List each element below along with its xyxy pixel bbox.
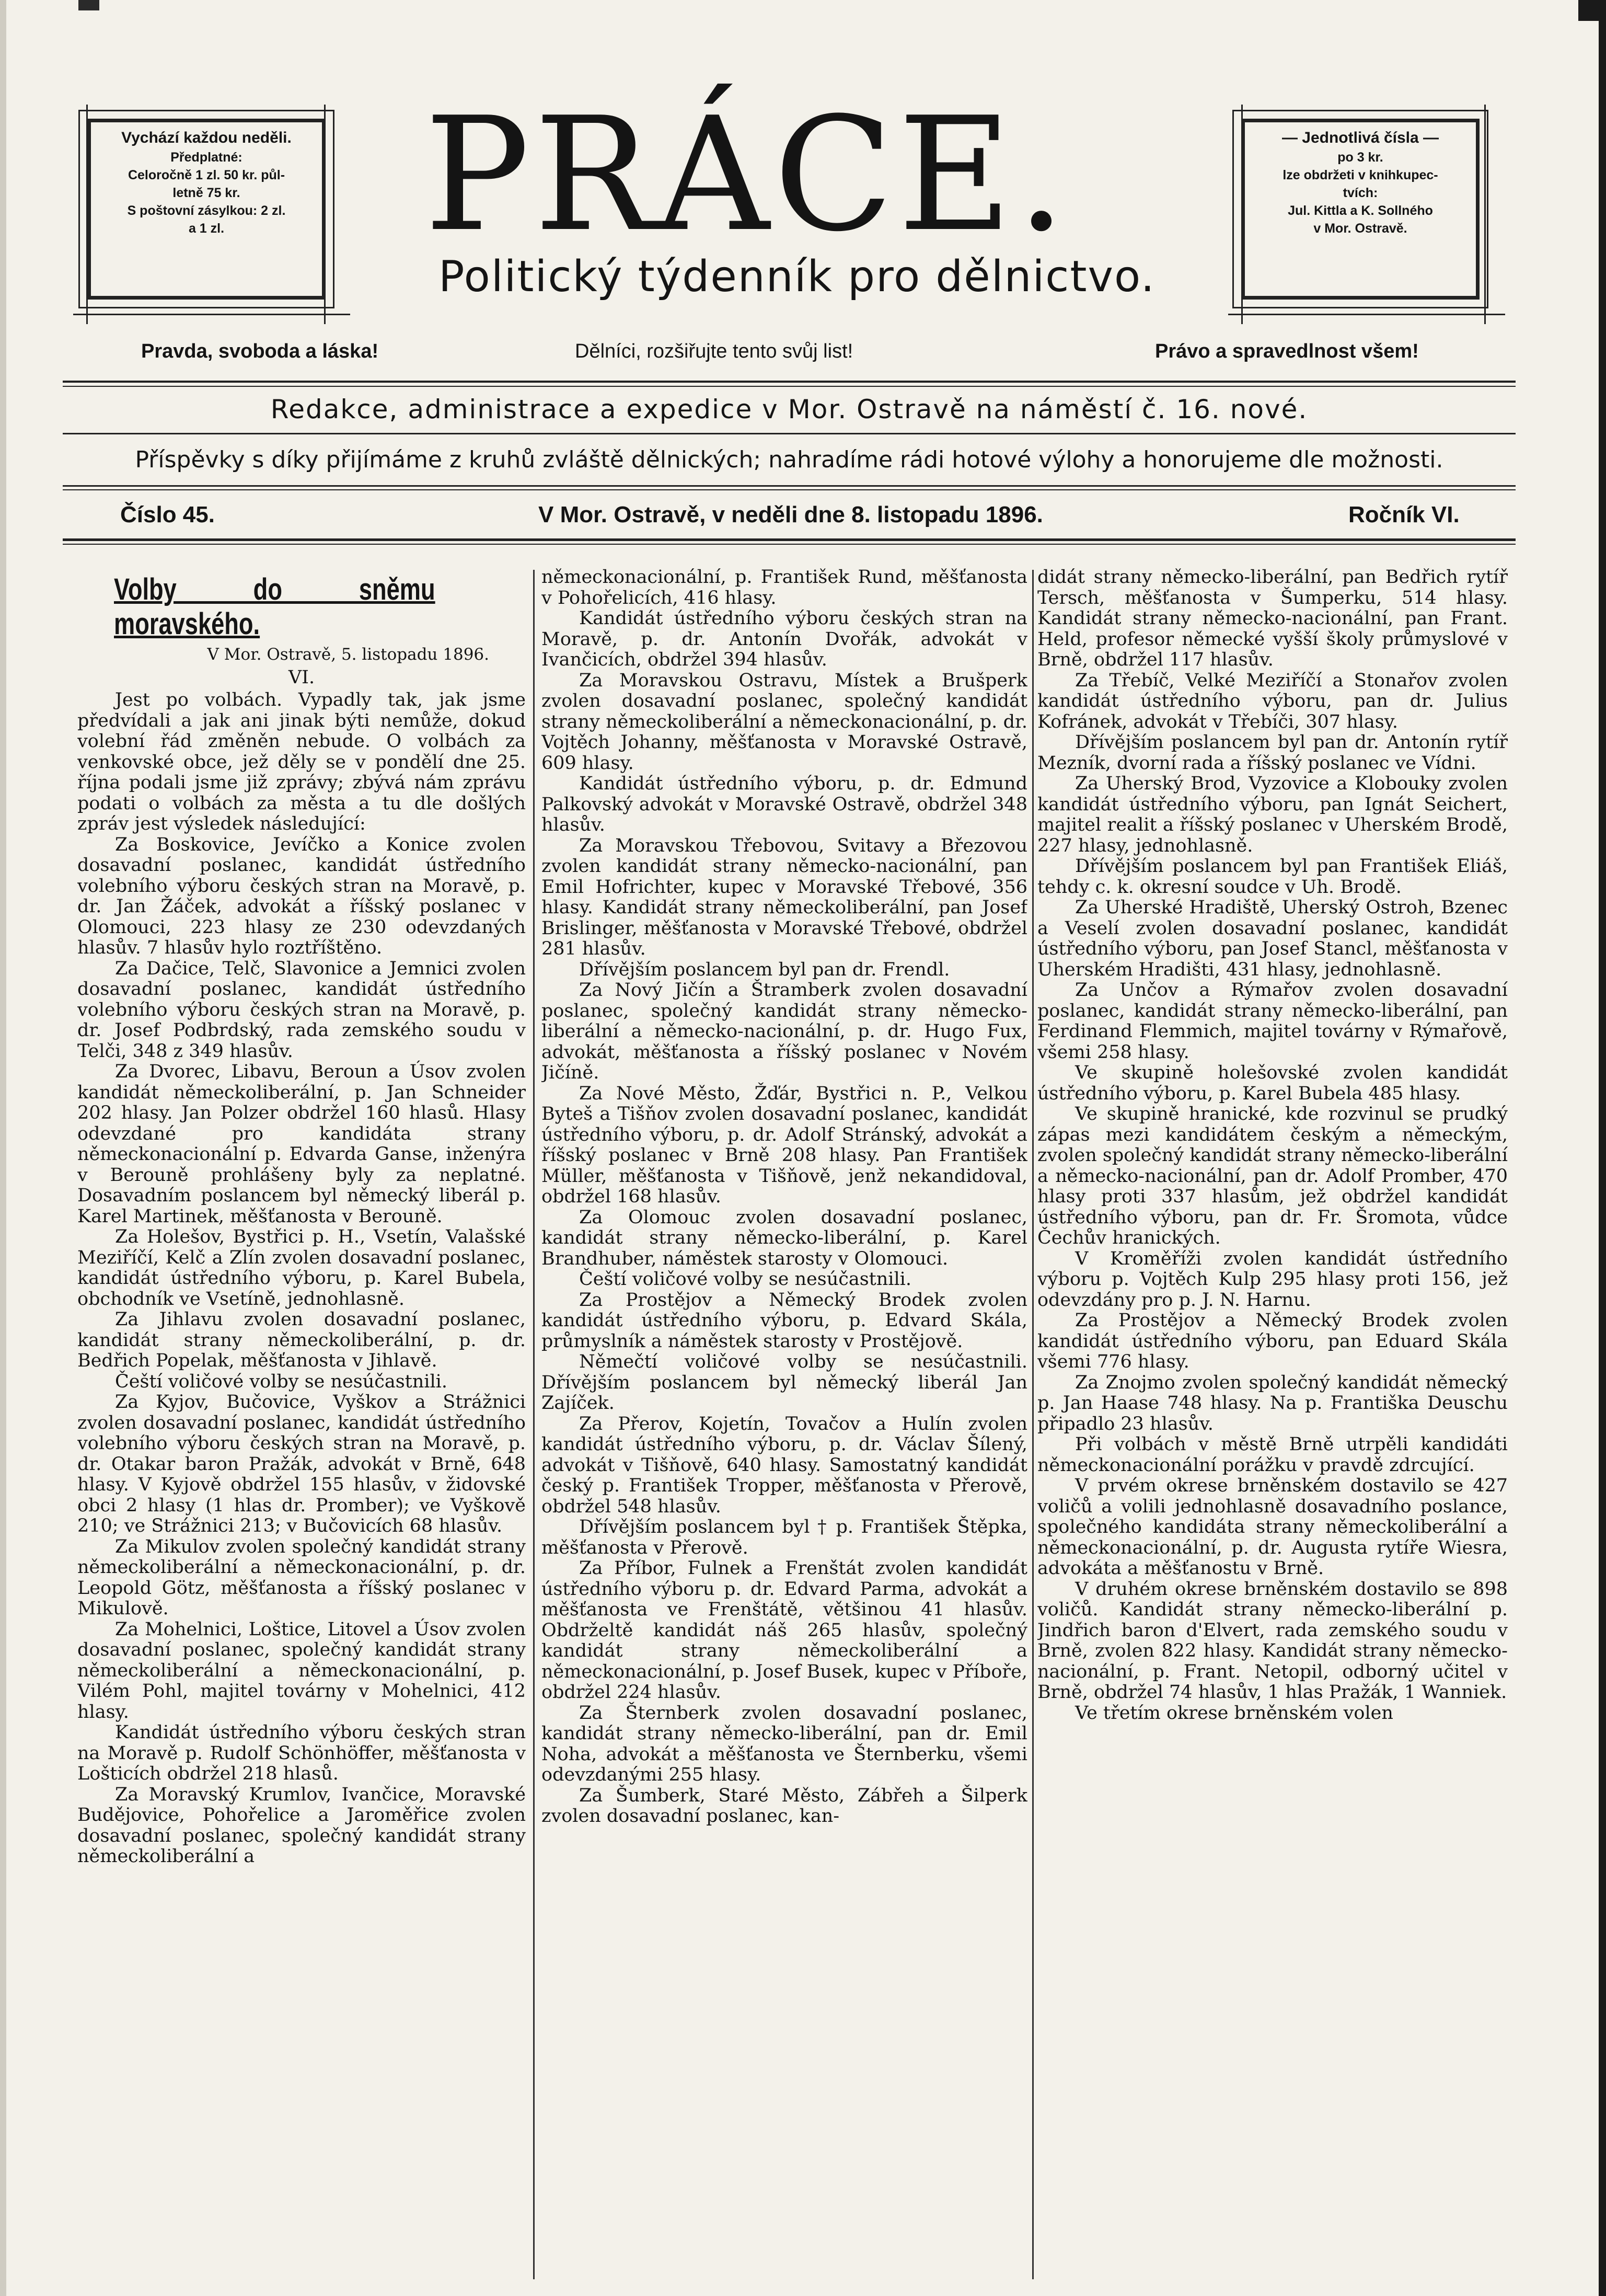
paragraph: Za Šternberk zvolen dosavadní poslanec, kandidát strany německo-liberální, pan dr. Emil Noha, advokát a měšťanosta ve Šternberku, všemi odevzdanými 255 hlasy. xyxy=(541,1702,1027,1785)
issue-info-row xyxy=(78,499,1500,531)
article-column-2 xyxy=(541,567,1027,2282)
single-copy-line: Jul. Kittla a K. Sollného xyxy=(1288,203,1433,218)
paragraph: Za Uherské Hradiště, Uherský Ostroh, Bzenec a Veselí zvolen dosavadní poslanec, kandidát ústředního výboru, pan Josef Stancl, měšťanosta v Uherském Hradišti, 431 hlasy, jednohlasně. xyxy=(1037,897,1508,980)
paragraph: Jest po volbách. Vypadly tak, jak jsme předvídali a jak ani jinak býti nemůže, dokud volební řád změněn nebude. O volbách za venkovské obce, jež děly se v pondělí dne 25. října podali jsme již zprávy; zbývá nám zprávu podati o volbách za města a tu dle došlých zpráv jest výsledek následující: xyxy=(77,690,526,834)
frame-bar xyxy=(73,314,350,315)
paragraph: V druhém okrese brněnském dostavilo se 898 voličů. Kandidát strany německo-liberální p. Jindřich baron d'Elvert, rada zemského soudu v Brně, zvolen 822 hlasy. Kandidát strany německo-nacionální, p. Frant. Netopil, odborný učitel v Brně, obdržel 74 hlasův, 1 hlas Pražák, 1 Wanniek. xyxy=(1037,1578,1508,1703)
paragraph: Za Moravskou Třebovou, Svitavy a Březovou zvolen kandidát strany německo-nacionální, pan Emil Hofrichter, kupec v Moravské Třebové, 356 hlasy. Kandidát strany německoliberální, pan Josef Brislinger, měšťanosta v Moravské Třebové, obdržel 281 hlasův. xyxy=(541,835,1027,959)
subscription-line: letně 75 kr. xyxy=(172,186,240,200)
subscription-line: Celoročně 1 zl. 50 kr. půl- xyxy=(128,168,285,182)
administration-line: Redakce, administrace a expedice v Mor. Ostravě na náměstí č. 16. nové. xyxy=(270,394,1308,424)
single-copy-box xyxy=(1232,110,1488,308)
paragraph: Za Přerov, Kojetín, Tovačov a Hulín zvolen kandidát ústředního výboru, p. dr. Václav Šílený, advokát v Tišňově, 640 hlasy. Samostatný kandidát český p. František Tropper, měšťanosta v Přerově, obdržel 548 hlasův. xyxy=(541,1413,1027,1517)
column-divider xyxy=(533,570,535,2279)
paragraph: Dřívějším poslancem byl pan František Eliáš, tehdy c. k. okresní soudce v Uh. Brodě. xyxy=(1037,856,1508,898)
newspaper-subtitle: Politický týdenník pro dělnictvo. xyxy=(438,252,1156,302)
paragraph: Za Moravskou Ostravu, Místek a Brušperk zvolen dosavadní poslanec, společný kandidát strany německoliberální a německonacionální, p. dr. Vojtěch Johanny, měšťanosta v Moravské Ostravě, 609 hlasy. xyxy=(541,670,1027,774)
paragraph: Kandidát ústředního výboru českých stran na Moravě, p. dr. Antonín Dvořák, advokát v Ivančicích, obdržel 394 hlasův. xyxy=(541,608,1027,670)
divider-rule xyxy=(63,386,1516,387)
motto-left: Pravda, svoboda a láska! xyxy=(141,340,379,362)
subscription-line: S poštovní zásylkou: 2 zl. xyxy=(127,203,286,218)
contributions-note: Příspěvky s díky přijímáme z kruhů zvláště dělnických; nahradíme rádi hotové výlohy a honorujeme dle možnosti. xyxy=(135,446,1443,473)
issue-number: Číslo 45. xyxy=(120,502,215,527)
single-copy-line: v Mor. Ostravě. xyxy=(1313,221,1407,236)
divider-rule xyxy=(63,538,1516,541)
paragraph: Dřívějším poslancem byl † p. František Štěpka, měšťanosta v Přerově. xyxy=(541,1517,1027,1558)
paragraph: Kandidát ústředního výboru, p. dr. Edmund Palkovský advokát v Moravské Ostravě, obdržel 348 hlasův. xyxy=(541,773,1027,835)
paragraph: Za Dačice, Telč, Slavonice a Jemnici zvolen dosavadní poslanec, kandidát ústředního volebního výboru českých stran na Moravě, p. dr. Josef Podbrdský, rada zemského soudu v Telči, 348 z 349 hlasův. xyxy=(77,958,526,1062)
single-copy-line: tvích: xyxy=(1343,186,1378,200)
single-copy-heading: — Jednotlivá čísla — xyxy=(1281,129,1439,146)
paragraph: Ve skupině holešovské zvolen kandidát ústředního výboru, p. Karel Bubela 485 hlasy. xyxy=(1037,1062,1508,1104)
newspaper-title: PRÁCE. xyxy=(424,84,1071,266)
paragraph: V Kroměříži zvolen kandidát ústředního výboru p. Vojtěch Kulp 295 hlasy proti 156, jež odevzdány pro p. J. N. Harnu. xyxy=(1037,1248,1508,1311)
divider-rule xyxy=(63,485,1516,487)
paragraph: Za Mohelnici, Loštice, Litovel a Úsov zvolen dosavadní poslanec, společný kandidát strany německoliberální a německonacionální, p. Vilém Pohl, majitel továrny v Mohelnici, 412 hlasy. xyxy=(77,1618,526,1723)
subscription-line: Předplatné: xyxy=(170,150,242,165)
paragraph: Za Třebíč, Velké Meziříčí a Stonařov zvolen kandidát ústředního výboru, pan dr. Julius Kofránek, advokát v Třebíči, 307 hlasy. xyxy=(1037,670,1508,732)
paragraph: Za Nové Město, Žďár, Bystřici n. P., Velkou Byteš a Tišňov zvolen dosavadní poslanec, kandidát ústředního výboru, p. dr. Adolf Stránský, advokát a říšský poslanec v Brně 208 hlasy. Pan František Müller, měšťanosta v Tišňově, jenž nekandidoval, obdržel 168 hlasův. xyxy=(541,1083,1027,1207)
ink-mark xyxy=(78,0,99,10)
paragraph: Ve skupině hranické, kde rozvinul se prudký zápas mezi kandidátem českým a německým, zvolen společný kandidát strany německo-liberální a německo-nacionální, pan dr. Adolf Promber, 470 hlasy proti 337 hlasům, jež obdržel kandidát ústředního výboru, pan dr. Fr. Šromota, vůdce Čechův hranických. xyxy=(1037,1104,1508,1248)
motto-right: Právo a spravedlnost všem! xyxy=(1155,340,1419,362)
paragraph: německonacionální, p. František Rund, měšťanosta v Pohořelicích, 416 hlasy. xyxy=(541,567,1027,609)
frame-bar xyxy=(1228,314,1505,315)
paragraph: Za Šumberk, Staré Město, Zábřeh a Šilperk zvolen dosavadní poslanec, kan- xyxy=(541,1785,1027,1827)
paragraph: V prvém okrese brněnském dostavilo se 427 voličů a volili jednohlasně dosavadního poslance, společného kandidáta strany německoliberální a německonacionální, p. dr. Augusta rytíře Wiesra, advokáta a měšťanostu v Brně. xyxy=(1037,1475,1508,1579)
paragraph: Za Unčov a Rýmařov zvolen dosavadní poslanec, kandidát strany německo-liberální, pan Ferdinand Flemmich, majitel továrny v Rýmařově, všemi 258 hlasy. xyxy=(1037,980,1508,1063)
subscription-heading: Vychází každou neděli. xyxy=(121,129,292,146)
paragraph: Za Prostějov a Německý Brodek zvolen kandidát ústředního výboru, pan Eduard Skála všemi 776 hlasy. xyxy=(1037,1310,1508,1372)
paragraph: Čeští voličové volby se nesúčastnili. xyxy=(115,1371,447,1392)
divider-rule xyxy=(63,544,1516,545)
paragraph: didát strany německo-liberální, pan Bedřich rytíř Tersch, měšťanosta v Šumperku, 514 hlasy. Kandidát strany německo-nacionální, pan Frant. Held, profesor německé vyšší školy průmyslové v Brně, obdržel 117 hlasův. xyxy=(1037,567,1508,670)
paragraph: Čeští voličové volby se nesúčastnili. xyxy=(579,1269,911,1290)
single-copy-line: lze obdržeti v knihkupec- xyxy=(1283,168,1438,182)
paragraph: Při volbách v městě Brně utrpěli kandidáti německonacionální porážku v pravdě zdrcující. xyxy=(1037,1434,1508,1476)
paragraph: Ve třetím okrese brněnském volen xyxy=(1075,1702,1393,1724)
paragraph: Za Dvorec, Libavu, Beroun a Úsov zvolen kandidát německoliberální, p. Jan Schneider 202 hlasy. Jan Polzer obdržel 160 hlasů. Hlasy odevzdané pro kandidáta strany německonacionální p. Edvarda Ganse, inženýra v Berouně prohlášeny byly za neplatné. Dosavadním poslancem byl německý liberál p. Karel Martinek, měšťanosta v Berouně. xyxy=(77,1061,526,1227)
article-column-1 xyxy=(77,567,526,2282)
subscription-line: a 1 zl. xyxy=(188,221,225,236)
paragraph: Za Uherský Brod, Vyzovice a Klobouky zvolen kandidát ústředního výboru, pan Ignát Seichert, majitel realit a říšský poslanec v Uherském Brodě, 227 hlasy, jednohlasně. xyxy=(1037,773,1508,856)
paragraph: Za Prostějov a Německý Brodek zvolen kandidát ústředního výboru, p. Edvard Skála, průmyslník a náměstek starosty v Prostějově. xyxy=(541,1289,1027,1352)
paragraph: Za Kyjov, Bučovice, Vyškov a Strážnici zvolen dosavadní poslanec, kandidát ústředního volebního výboru českých stran na Moravě, p. dr. Otakar baron Pražák, advokát v Brně, 648 hlasy. V Kyjově obdržel 155 hlasův, v židovské obci 2 hlasy (1 hlas dr. Promber); ve Vyškově 210; ve Strážnici 213; v Bučovicích 68 hlasův. xyxy=(77,1392,526,1536)
ink-mark xyxy=(1578,0,1603,21)
page-edge xyxy=(0,0,6,2296)
divider-rule xyxy=(63,381,1516,383)
paragraph: Za Holešov, Bystřici p. H., Vsetín, Valašské Meziříčí, Kelč a Zlín zvolen dosavadní poslanec, kandidát ústředního výboru, p. Karel Bubela, obchodník ve Vsetíně, jednohlasně. xyxy=(77,1226,526,1310)
paragraph: Za Nový Jičín a Štramberk zvolen dosavadní poslanec, společný kandidát strany německo-liberální a německo-nacionální, p. dr. Hugo Fux, advokát, měšťanosta a říšský poslanec v Novém Jičíně. xyxy=(541,980,1027,1083)
issue-date: V Mor. Ostravě, v neděli dne 8. listopadu 1896. xyxy=(538,502,1043,527)
single-copy-line: po 3 kr. xyxy=(1337,150,1383,165)
paragraph: Němečtí voličové volby se nesúčastnili. Dřívějším poslancem byl německý liberál Jan Zajíček. xyxy=(541,1351,1027,1414)
paragraph: Za Znojmo zvolen společný kandidát německý p. Jan Haase 748 hlasy. Na p. Františka Deuschu připadlo 23 hlasův. xyxy=(1037,1372,1508,1434)
paragraph: Dřívějším poslancem byl pan dr. Frendl. xyxy=(579,959,950,980)
motto-center: Dělníci, rozšiřujte tento svůj list! xyxy=(575,340,853,362)
paragraph: Za Boskovice, Jevíčko a Konice zvolen dosavadní poslanec, kandidát ústředního volebního výboru českých stran na Moravě, p. dr. Jan Žáček, advokát a říšský poslanec v Olomouci, 223 hlasy ze 230 odevzdaných hlasův. 7 hlasův hylo roztříštěno. xyxy=(77,834,526,958)
paragraph: Za Olomouc zvolen dosavadní poslanec, kandidát strany německo-liberální, p. Karel Brandhuber, náměstek starosty v Olomouci. xyxy=(541,1207,1027,1269)
article-section-number: VI. xyxy=(288,667,315,688)
divider-rule xyxy=(63,489,1516,490)
paragraph: Kandidát ústředního výboru českých stran na Moravě p. Rudolf Schönhöffer, měšťanosta v Lošticích obdržel 218 hlasů. xyxy=(77,1722,526,1784)
article-dateline: V Mor. Ostravě, 5. listopadu 1896. xyxy=(207,645,489,664)
article-column-3 xyxy=(1037,567,1508,2282)
paragraph: Dřívějším poslancem byl pan dr. Antonín rytíř Mezník, dvorní rada a říšský poslanec ve Vídni. xyxy=(1037,732,1508,774)
subscription-box xyxy=(78,110,334,308)
paragraph: Za Příbor, Fulnek a Frenštát zvolen kandidát ústředního výboru p. dr. Edvard Parma, advokát a měšťanosta ve Frenštátě, většinou 41 hlasův. Obdrželtě kandidát náš 265 hlasův, společný kandidát strany německoliberální a německonacionální, p. Josef Busek, kupec v Příboře, obdržel 224 hlasův. xyxy=(541,1558,1027,1703)
volume-number: Ročník VI. xyxy=(1348,502,1460,527)
article-title: Volby do sněmu moravského. xyxy=(114,572,435,641)
paragraph: Za Mikulov zvolen společný kandidát strany německoliberální a německonacionální, p. dr. Leopold Götz, měšťanosta a říšský poslanec v Mikulově. xyxy=(77,1536,526,1619)
page-edge-shadow xyxy=(1599,0,1606,2296)
paragraph: Za Jihlavu zvolen dosavadní poslanec, kandidát strany německoliberální, p. dr. Bedřich Popelak, měšťanosta v Jihlavě. xyxy=(77,1309,526,1371)
column-divider xyxy=(1032,570,1034,2279)
divider-rule xyxy=(63,433,1516,434)
paragraph: Za Moravský Krumlov, Ivančice, Moravské Budějovice, Pohořelice a Jaroměřice zvolen dosavadní poslanec, společný kandidát strany německoliberální a xyxy=(77,1784,526,1867)
